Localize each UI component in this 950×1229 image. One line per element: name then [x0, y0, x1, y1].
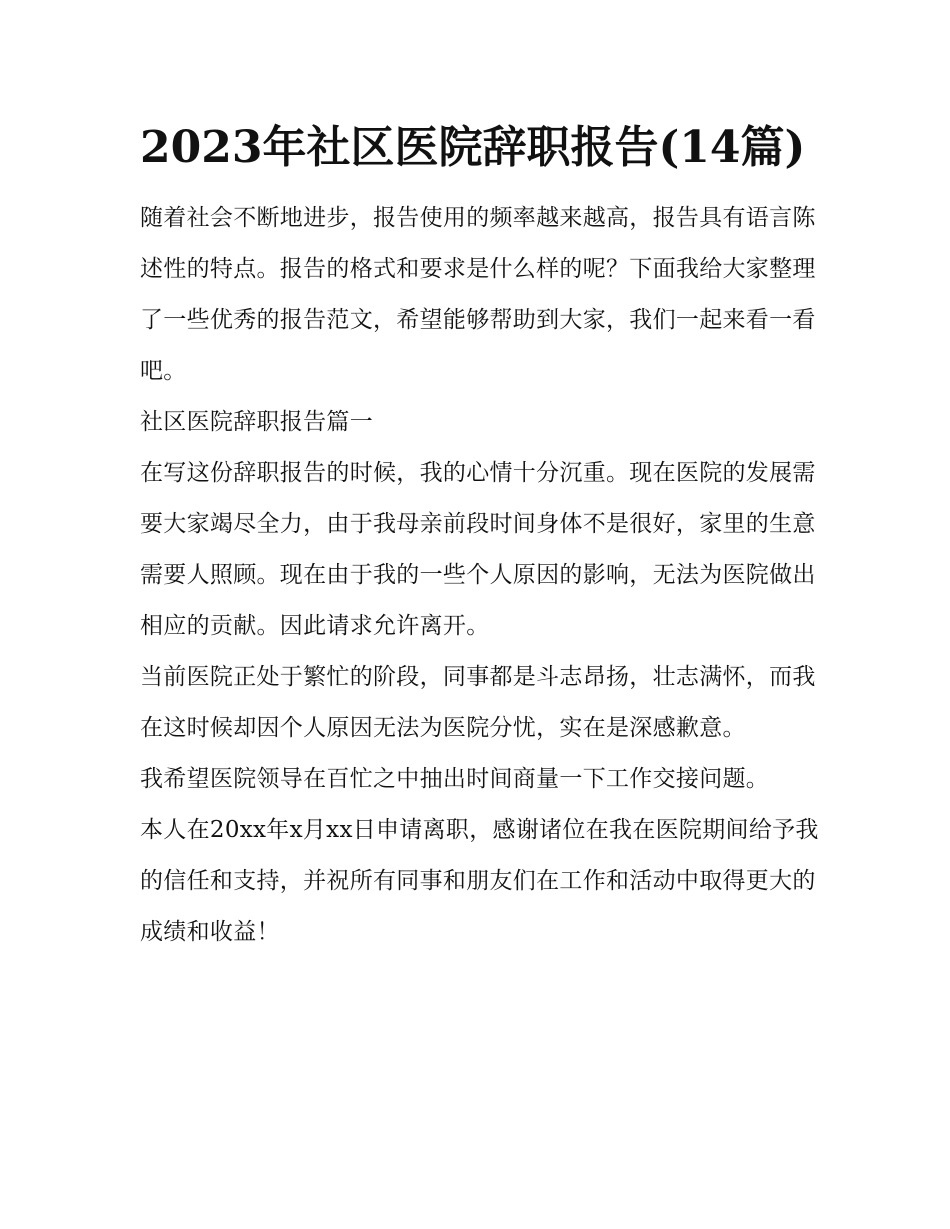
- document-body: [140, 193, 820, 958]
- body-paragraph: 在写这份辞职报告的时候，我的心情十分沉重。现在医院的发展需要大家竭尽全力，由于我母亲前段时间身体不是很好，家里的生意需要人照顾。现在由于我的一些个人原因的影响，无法为医院做出相应的贡献。因此请求允许离开。: [140, 460, 816, 639]
- section-heading: 社区医院辞职报告篇一: [140, 409, 373, 435]
- body-paragraph: 当前医院正处于繁忙的阶段，同事都是斗志昂扬，壮志满怀，而我在这时候却因个人原因无法为医院分忧，实在是深感歉意。: [140, 664, 816, 741]
- intro-paragraph: 随着社会不断地进步，报告使用的频率越来越高，报告具有语言陈述性的特点。报告的格式和要求是什么样的呢？下面我给大家整理了一些优秀的报告范文，希望能够帮助到大家，我们一起来看一看吧。: [140, 205, 816, 384]
- document-content: [140, 117, 820, 958]
- document-title: 2023年社区医院辞职报告(14篇): [140, 122, 806, 173]
- body-paragraph: 本人在20xx年x月xx日申请离职，感谢诸位在我在医院期间给予我的信任和支持，并祝所有同事和朋友们在工作和活动中取得更大的成绩和收益！: [140, 817, 819, 945]
- body-paragraph: 我希望医院领导在百忙之中抽出时间商量一下工作交接问题。: [140, 766, 770, 792]
